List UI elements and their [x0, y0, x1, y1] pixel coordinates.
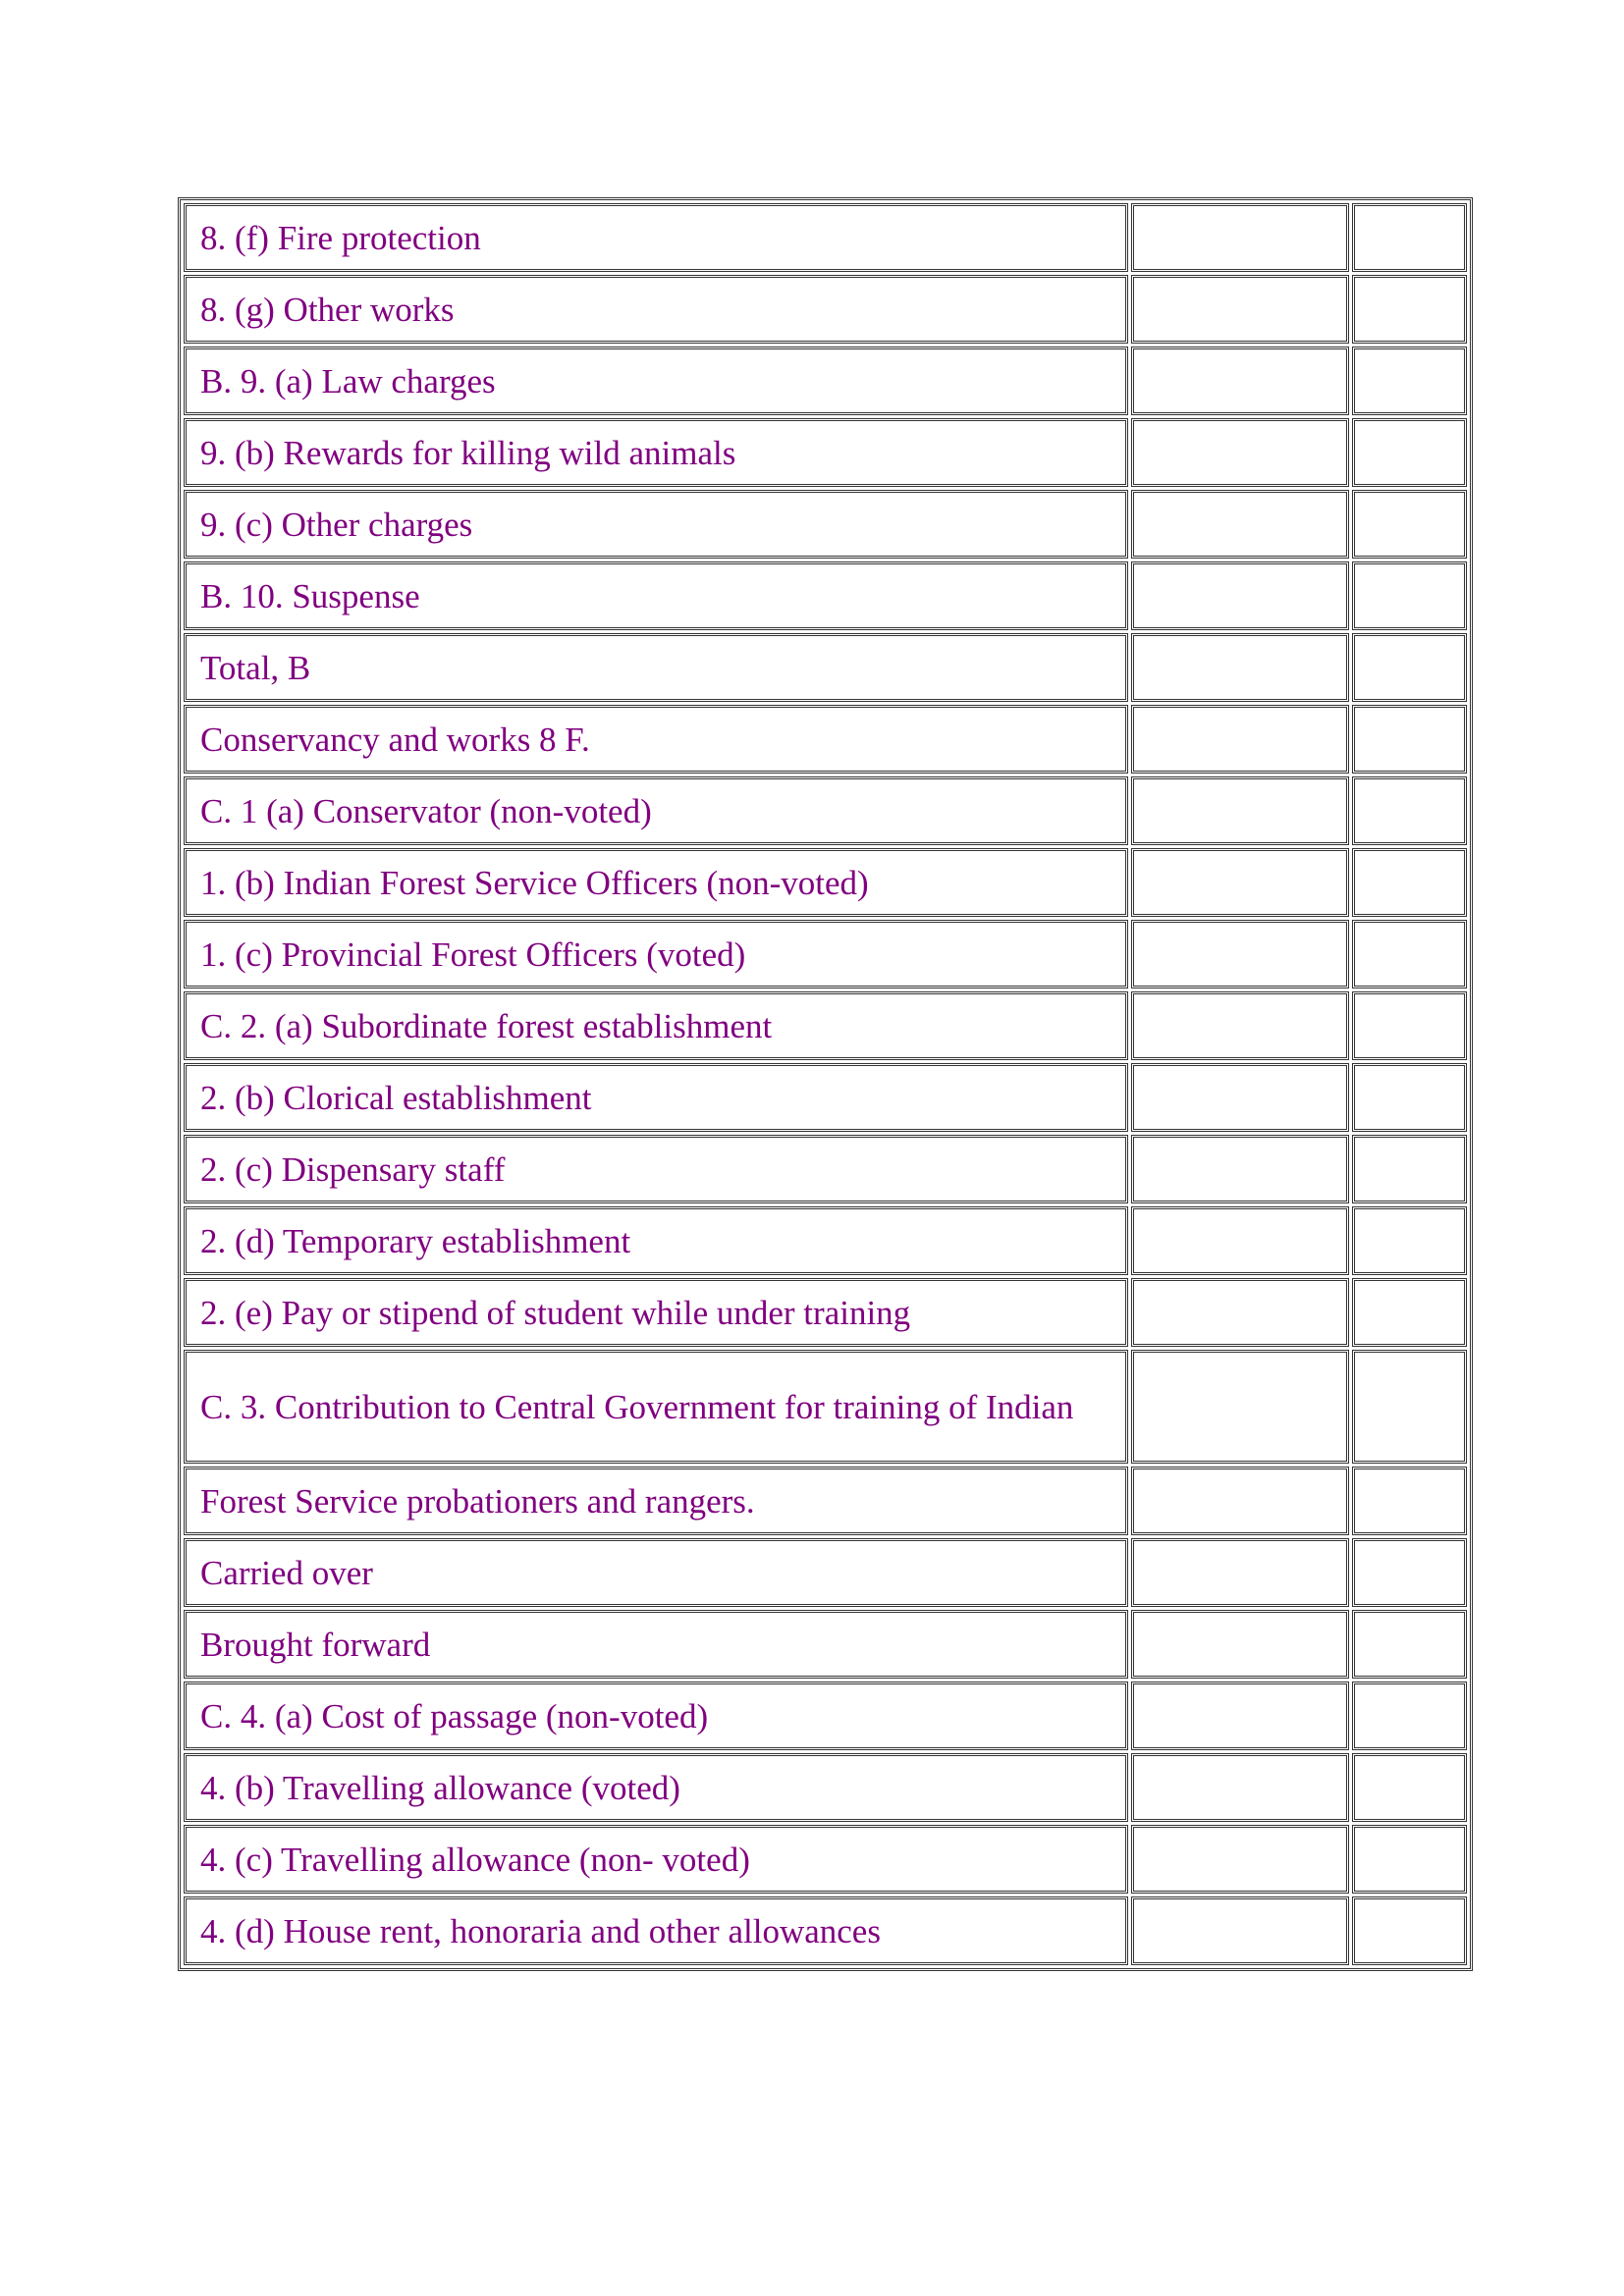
amount-cell — [1352, 991, 1467, 1060]
amount-cell — [1131, 991, 1349, 1060]
row-label: Conservancy and works 8 F. — [184, 705, 1128, 774]
amount-cell — [1131, 1825, 1349, 1894]
amount-cell — [1352, 347, 1467, 415]
amount-cell — [1352, 1538, 1467, 1607]
row-label: 4. (d) House rent, honoraria and other allowances — [184, 1896, 1128, 1965]
amount-cell — [1131, 1682, 1349, 1750]
amount-cell — [1352, 1350, 1467, 1464]
amount-cell — [1352, 1206, 1467, 1275]
amount-cell — [1352, 1063, 1467, 1132]
amount-cell — [1352, 1682, 1467, 1750]
amount-cell — [1131, 1610, 1349, 1679]
table-row — [184, 705, 1467, 774]
row-label: 2. (d) Temporary establishment — [184, 1206, 1128, 1275]
row-label: C. 2. (a) Subordinate forest establishment — [184, 991, 1128, 1060]
amount-cell — [1131, 920, 1349, 988]
table-row — [184, 418, 1467, 487]
table-row — [184, 1753, 1467, 1822]
row-label: 9. (c) Other charges — [184, 490, 1128, 559]
table-row — [184, 1610, 1467, 1679]
amount-cell — [1131, 1538, 1349, 1607]
table-row — [184, 1682, 1467, 1750]
table-row — [184, 490, 1467, 559]
amount-cell — [1352, 633, 1467, 702]
row-label: 2. (c) Dispensary staff — [184, 1135, 1128, 1203]
amount-cell — [1352, 1896, 1467, 1965]
table-row — [184, 275, 1467, 344]
row-label: C. 3. Contribution to Central Government for training of Indian — [184, 1350, 1128, 1464]
amount-cell — [1131, 1753, 1349, 1822]
amount-cell — [1131, 490, 1349, 559]
table-row — [184, 1135, 1467, 1203]
amount-cell — [1131, 1350, 1349, 1464]
amount-cell — [1131, 776, 1349, 845]
amount-cell — [1131, 633, 1349, 702]
table-row — [184, 1896, 1467, 1965]
amount-cell — [1352, 561, 1467, 630]
amount-cell — [1352, 1278, 1467, 1347]
table-row — [184, 1350, 1467, 1464]
amount-cell — [1352, 920, 1467, 988]
row-label: Forest Service probationers and rangers. — [184, 1467, 1128, 1535]
amount-cell — [1352, 275, 1467, 344]
table-row — [184, 633, 1467, 702]
amount-cell — [1131, 347, 1349, 415]
table-row — [184, 776, 1467, 845]
amount-cell — [1352, 848, 1467, 917]
table-row — [184, 1206, 1467, 1275]
row-label: 2. (b) Clorical establishment — [184, 1063, 1128, 1132]
row-label: C. 4. (a) Cost of passage (non-voted) — [184, 1682, 1128, 1750]
table-row — [184, 347, 1467, 415]
amount-cell — [1131, 561, 1349, 630]
row-label: 4. (c) Travelling allowance (non- voted) — [184, 1825, 1128, 1894]
amount-cell — [1352, 705, 1467, 774]
row-label: C. 1 (a) Conservator (non-voted) — [184, 776, 1128, 845]
amount-cell — [1131, 848, 1349, 917]
amount-cell — [1131, 203, 1349, 272]
row-label: 1. (b) Indian Forest Service Officers (non-voted) — [184, 848, 1128, 917]
amount-cell — [1352, 776, 1467, 845]
table-row — [184, 1063, 1467, 1132]
amount-cell — [1352, 418, 1467, 487]
table-row — [184, 561, 1467, 630]
table-row — [184, 1538, 1467, 1607]
row-label: B. 9. (a) Law charges — [184, 347, 1128, 415]
row-label: 1. (c) Provincial Forest Officers (voted) — [184, 920, 1128, 988]
amount-cell — [1131, 1135, 1349, 1203]
amount-cell — [1352, 490, 1467, 559]
amount-cell — [1352, 1753, 1467, 1822]
table-row — [184, 1467, 1467, 1535]
row-label: 2. (e) Pay or stipend of student while under training — [184, 1278, 1128, 1347]
table-row — [184, 1278, 1467, 1347]
expenditure-table — [178, 197, 1473, 1971]
amount-cell — [1131, 418, 1349, 487]
row-label: Brought forward — [184, 1610, 1128, 1679]
amount-cell — [1131, 705, 1349, 774]
amount-cell — [1131, 1278, 1349, 1347]
row-label: Total, B — [184, 633, 1128, 702]
row-label: 8. (f) Fire protection — [184, 203, 1128, 272]
table-row — [184, 203, 1467, 272]
table-row — [184, 1825, 1467, 1894]
amount-cell — [1131, 1063, 1349, 1132]
amount-cell — [1131, 1467, 1349, 1535]
table-row — [184, 991, 1467, 1060]
amount-cell — [1131, 1206, 1349, 1275]
row-label: 4. (b) Travelling allowance (voted) — [184, 1753, 1128, 1822]
amount-cell — [1352, 1467, 1467, 1535]
row-label: B. 10. Suspense — [184, 561, 1128, 630]
amount-cell — [1352, 1825, 1467, 1894]
amount-cell — [1352, 203, 1467, 272]
row-label: 9. (b) Rewards for killing wild animals — [184, 418, 1128, 487]
amount-cell — [1131, 1896, 1349, 1965]
row-label: Carried over — [184, 1538, 1128, 1607]
amount-cell — [1131, 275, 1349, 344]
table-row — [184, 920, 1467, 988]
row-label: 8. (g) Other works — [184, 275, 1128, 344]
amount-cell — [1352, 1610, 1467, 1679]
amount-cell — [1352, 1135, 1467, 1203]
table-row — [184, 848, 1467, 917]
